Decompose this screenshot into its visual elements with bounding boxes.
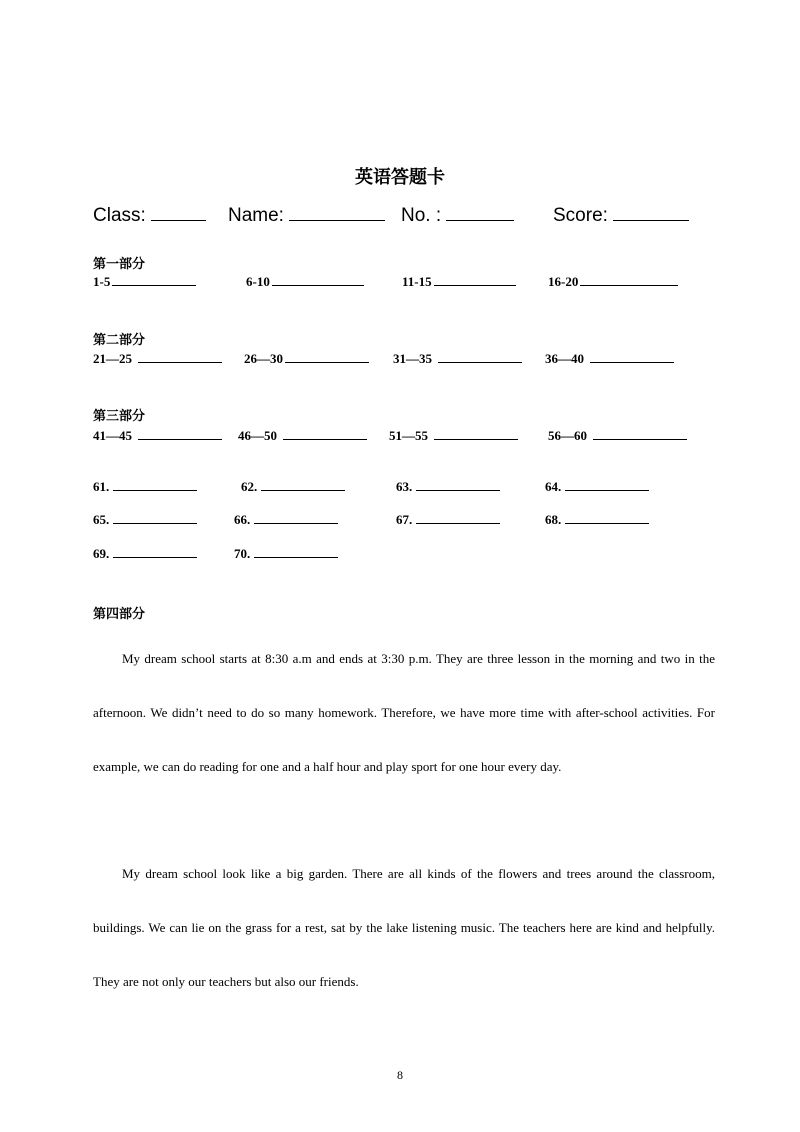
item-label: 26—30 <box>244 351 283 366</box>
item-label: 51—55 <box>389 428 428 443</box>
score-field[interactable] <box>553 202 689 227</box>
item-label: 16-20 <box>548 274 579 289</box>
item-label: 64. <box>545 479 562 494</box>
answer-blank[interactable] <box>113 478 197 491</box>
answer-blank[interactable] <box>113 545 197 558</box>
item-label: 6-10 <box>246 274 270 289</box>
answer-blank[interactable] <box>261 478 345 491</box>
answer-blank[interactable] <box>285 350 369 363</box>
item-label: 41—45 <box>93 428 132 443</box>
page-number: 8 <box>397 1068 403 1082</box>
answer-group[interactable] <box>93 545 197 562</box>
answer-group[interactable] <box>93 511 197 528</box>
answer-group[interactable] <box>93 273 196 290</box>
answer-group[interactable] <box>396 511 500 528</box>
page-title: 英语答题卡 <box>355 167 445 188</box>
answer-blank[interactable] <box>434 427 518 440</box>
number-label: No. : <box>401 205 442 226</box>
answer-group[interactable] <box>234 545 338 562</box>
answer-blank[interactable] <box>138 350 222 363</box>
item-label: 1-5 <box>93 274 111 289</box>
answer-blank[interactable] <box>254 545 338 558</box>
answer-group[interactable] <box>241 478 345 495</box>
answer-blank[interactable] <box>272 273 364 286</box>
answer-blank[interactable] <box>416 478 500 491</box>
name-blank[interactable] <box>289 202 385 221</box>
answer-group[interactable] <box>545 350 674 367</box>
answer-blank[interactable] <box>438 350 522 363</box>
essay-paragraph-1: My dream school starts at 8:30 a.m and ends at 3:30 p.m. They are three lesson in the morning and two in the afternoon. We didn’t need to do so many homework. Therefore, we have more time with after-school activities. For example, we can do reading for one and a half hour and play sport for one hour every day. <box>93 651 715 774</box>
item-label: 36—40 <box>545 351 584 366</box>
number-blank[interactable] <box>446 202 514 221</box>
answer-blank[interactable] <box>254 511 338 524</box>
answer-group[interactable] <box>234 511 338 528</box>
class-blank[interactable] <box>151 202 206 221</box>
answer-group[interactable] <box>545 478 649 495</box>
class-label: Class: <box>93 205 146 226</box>
answer-group[interactable] <box>548 273 678 290</box>
item-label: 56—60 <box>548 428 587 443</box>
name-label: Name: <box>228 205 284 226</box>
part3-heading: 第三部分 <box>93 409 146 424</box>
item-label: 21—25 <box>93 351 132 366</box>
number-field[interactable] <box>401 202 514 227</box>
item-label: 63. <box>396 479 413 494</box>
answer-blank[interactable] <box>565 478 649 491</box>
part2-heading: 第二部分 <box>93 333 146 348</box>
answer-group[interactable] <box>93 427 222 444</box>
score-blank[interactable] <box>613 202 689 221</box>
answer-group[interactable] <box>238 427 367 444</box>
answer-group[interactable] <box>402 273 516 290</box>
answer-group[interactable] <box>93 350 222 367</box>
name-field[interactable] <box>228 202 385 227</box>
item-label: 11-15 <box>402 274 432 289</box>
answer-blank[interactable] <box>590 350 674 363</box>
answer-group[interactable] <box>246 273 364 290</box>
answer-group[interactable] <box>93 478 197 495</box>
item-label: 31—35 <box>393 351 432 366</box>
item-label: 46—50 <box>238 428 277 443</box>
answer-blank[interactable] <box>580 273 678 286</box>
score-label: Score: <box>553 205 608 226</box>
part4-heading: 第四部分 <box>93 607 146 622</box>
part1-heading: 第一部分 <box>93 257 146 272</box>
answer-blank[interactable] <box>416 511 500 524</box>
answer-group[interactable] <box>396 478 500 495</box>
answer-blank[interactable] <box>565 511 649 524</box>
essay-paragraph-2: My dream school look like a big garden. There are all kinds of the flowers and trees around the classroom, buildings. We can lie on the grass for a rest, sat by the lake listening music. The teachers here are kind and helpfully. They are not only our teachers but also our friends. <box>93 866 715 989</box>
item-label: 67. <box>396 512 413 527</box>
item-label: 70. <box>234 546 251 561</box>
item-label: 61. <box>93 479 110 494</box>
item-label: 62. <box>241 479 258 494</box>
answer-group[interactable] <box>548 427 687 444</box>
class-field[interactable] <box>93 202 206 227</box>
answer-blank[interactable] <box>138 427 222 440</box>
item-label: 66. <box>234 512 251 527</box>
answer-blank[interactable] <box>434 273 516 286</box>
answer-blank[interactable] <box>113 511 197 524</box>
item-label: 68. <box>545 512 562 527</box>
answer-blank[interactable] <box>593 427 687 440</box>
item-label: 65. <box>93 512 110 527</box>
answer-blank[interactable] <box>283 427 367 440</box>
answer-blank[interactable] <box>112 273 196 286</box>
answer-group[interactable] <box>393 350 522 367</box>
answer-group[interactable] <box>389 427 518 444</box>
item-label: 69. <box>93 546 110 561</box>
answer-group[interactable] <box>244 350 369 367</box>
answer-group[interactable] <box>545 511 649 528</box>
